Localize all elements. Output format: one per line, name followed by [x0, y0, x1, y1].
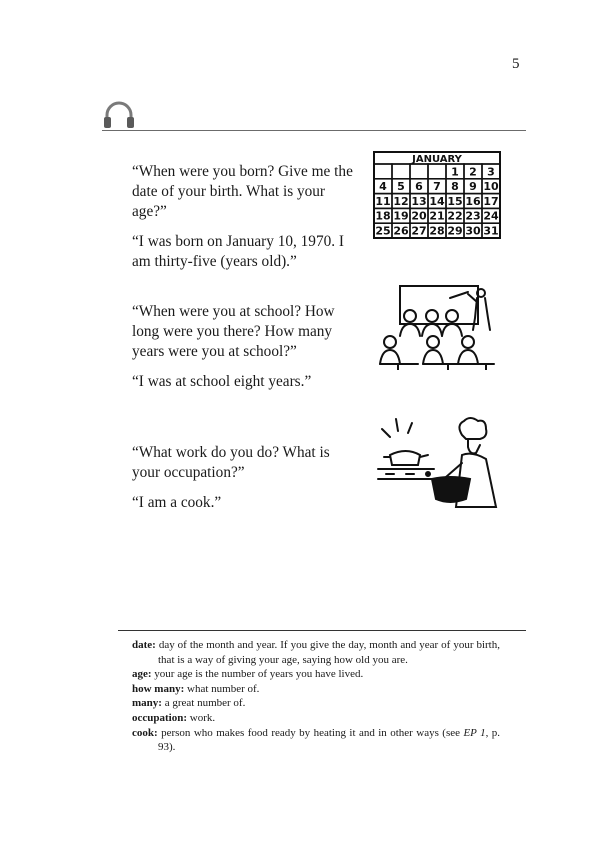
glossary-definition: work.	[189, 711, 216, 724]
glossary-reference-title: EP 1	[463, 726, 486, 739]
calendar-day: 29	[447, 224, 463, 238]
calendar-day: 25	[375, 224, 391, 238]
calendar-day: 19	[393, 209, 409, 223]
calendar-day: 10	[483, 180, 499, 194]
calendar-day: 15	[447, 194, 463, 208]
calendar-day: 20	[411, 209, 427, 223]
calendar-day: 12	[393, 194, 409, 208]
glossary-term: cook:	[132, 726, 158, 739]
calendar-illustration	[372, 150, 502, 240]
calendar-month: JANUARY	[412, 154, 462, 165]
calendar-day: 26	[393, 224, 409, 238]
calendar-day: 1	[451, 165, 459, 179]
calendar-day: 24	[483, 209, 499, 223]
top-rule	[102, 130, 526, 131]
classroom-illustration	[378, 284, 496, 370]
calendar-day: 3	[487, 165, 495, 179]
glossary-term: age:	[132, 668, 152, 681]
calendar-day: 21	[429, 209, 445, 223]
dialog-occupation	[132, 443, 360, 513]
dialog-question: “When were you at school? How long were you there? How many years were you at school?”	[132, 303, 335, 360]
calendar-day: 27	[411, 224, 427, 238]
glossary-entry-cook	[132, 726, 500, 755]
calendar-day: 5	[397, 180, 405, 194]
glossary-definition: day of the month and year. If you give the day, month and year of your birth, that is a way of giving your age, saying how old you are.	[158, 639, 500, 666]
glossary-definition: your age is the number of years you have lived.	[154, 668, 364, 681]
glossary-entry-age	[132, 667, 500, 682]
glossary-definition: person who makes food ready by heating it and in other ways (see	[161, 726, 460, 739]
glossary-definition: what number of.	[187, 682, 260, 695]
dialog-question: “When were you born? Give me the date of your birth. What is your age?”	[132, 163, 353, 220]
headphones-icon	[102, 101, 136, 129]
calendar-day: 22	[447, 209, 463, 223]
calendar-day: 11	[375, 194, 391, 208]
calendar-day: 8	[451, 180, 459, 194]
glossary-term: how many:	[132, 682, 185, 695]
glossary-entry-occupation	[132, 711, 500, 726]
glossary-entry-date	[132, 638, 500, 667]
cook-illustration	[376, 415, 504, 509]
calendar-day: 28	[429, 224, 445, 238]
glossary-reference-page: , p. 93).	[158, 726, 501, 754]
glossary-definition: a great number of.	[164, 697, 246, 710]
glossary-term: occupation:	[132, 711, 187, 724]
calendar-day: 7	[433, 180, 441, 194]
calendar-day: 18	[375, 209, 391, 223]
calendar-day: 9	[469, 180, 477, 194]
calendar-day: 16	[465, 194, 481, 208]
dialog-question: “What work do you do? What is your occupation?”	[132, 444, 330, 481]
glossary-term: date:	[132, 639, 156, 651]
calendar-day: 6	[415, 180, 423, 194]
dialog-school	[132, 302, 360, 392]
calendar-day: 31	[483, 224, 499, 238]
dialog-answer: “I am a cook.”	[132, 494, 222, 511]
page-number: 5	[512, 56, 520, 72]
dialog-birth	[132, 162, 360, 272]
calendar-day: 4	[379, 180, 387, 194]
glossary-rule	[118, 630, 526, 631]
dialog-answer: “I was born on January 10, 1970. I am thirty-five (years old).”	[132, 233, 344, 270]
calendar-day: 17	[483, 194, 499, 208]
calendar-day: 14	[429, 194, 445, 208]
calendar-day: 30	[465, 224, 481, 238]
glossary-entry-how-many	[132, 682, 500, 697]
calendar-day: 2	[469, 165, 477, 179]
glossary-term: many:	[132, 697, 162, 710]
calendar-day: 23	[465, 209, 481, 223]
calendar-day: 13	[411, 194, 427, 208]
dialog-answer: “I was at school eight years.”	[132, 373, 312, 390]
glossary-entry-many	[132, 696, 500, 711]
glossary	[132, 638, 500, 755]
